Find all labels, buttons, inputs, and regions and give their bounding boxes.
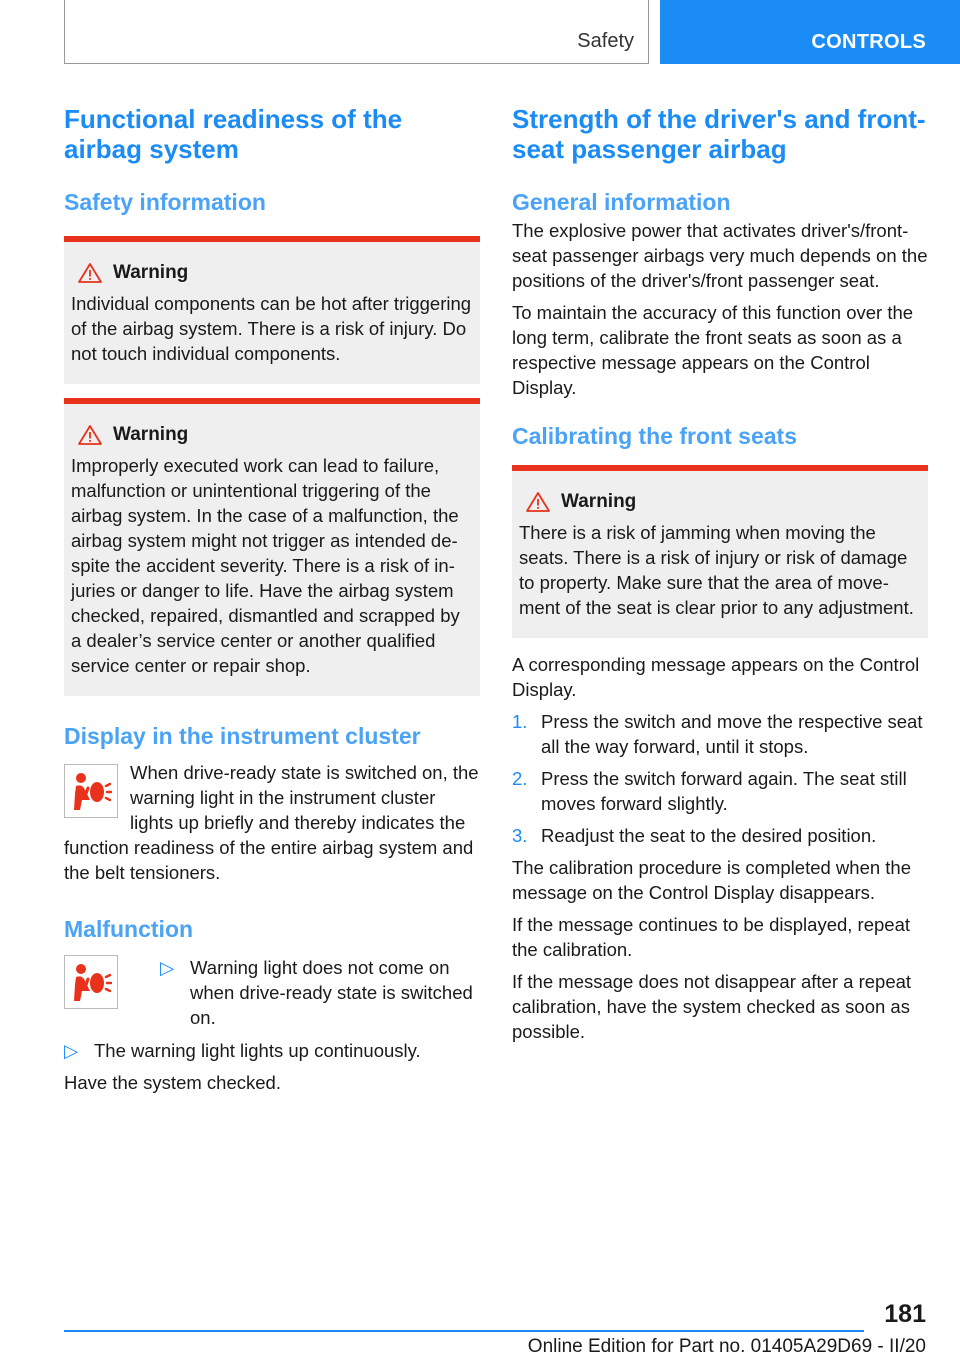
list-item: ▷ Warning light does not come on when drive-ready state is switched on. bbox=[160, 957, 473, 1028]
warning-triangle-icon bbox=[77, 262, 103, 284]
right-column bbox=[512, 104, 928, 1044]
step-number: 1. bbox=[512, 711, 528, 732]
triangle-bullet-icon: ▷ bbox=[64, 1040, 79, 1061]
warning-triangle-icon bbox=[525, 491, 551, 513]
warning-title: Warning bbox=[113, 262, 189, 283]
triangle-bullet-icon: ▷ bbox=[160, 957, 175, 978]
repeat-paragraph: If the message continues to be displayed, repeat the calibration. bbox=[512, 914, 911, 960]
header-section-tab bbox=[64, 0, 649, 64]
warning-text: There is a risk of jamming when moving the seats. There is a risk of injury or risk of damage to property. Make sure that the area of movement of the seat is clear prior to any adjustment. bbox=[519, 522, 914, 618]
warning-text: Improperly executed work can lead to failure, malfunction or unintentional triggering of the airbag system. In the case of a malfunction, the airbag system might not trigger as intended despite the accident severity. There is a risk of injuries or danger to life. Have the airbag system checked, repaired, dismantled and scrapped by a dealer’s service center or another qualified service center or repair shop. bbox=[71, 455, 460, 676]
warning-title: Warning bbox=[561, 491, 637, 512]
list-item bbox=[512, 709, 928, 759]
completed-paragraph: The calibration procedure is completed when the message on the Control Display disappears. bbox=[512, 857, 912, 903]
malfunction-action: Have the system checked. bbox=[64, 1072, 281, 1093]
right-page-title: Strength of the driver's and front-seat passenger airbag bbox=[512, 104, 926, 164]
calibrating-heading: Calibrating the front seats bbox=[512, 423, 797, 449]
general-paragraph-2: To maintain the accuracy of this function over the long term, calibrate the front seats as soon as a respective message appears on the Control Display. bbox=[512, 302, 914, 398]
footer-divider bbox=[64, 1330, 864, 1332]
header-chapter-tab bbox=[660, 0, 960, 64]
general-paragraph-1: The explosive power that activates driver's/front-seat passenger airbags very much depends on the positions of the driver's/front passenger seat. bbox=[512, 220, 928, 291]
step-text: Press the switch forward again. The seat still moves forward slightly. bbox=[541, 768, 907, 814]
step-text: Press the switch and move the respective seat all the way forward, until it stops. bbox=[541, 711, 923, 757]
warning-text: Individual components can be hot after triggering of the airbag system. There is a risk of injury. Do not touch individual components. bbox=[71, 293, 472, 364]
safety-info-heading: Safety information bbox=[64, 189, 266, 215]
header-chapter-title: CONTROLS bbox=[811, 31, 926, 53]
warning-box-improper-work bbox=[64, 398, 480, 696]
left-column bbox=[64, 104, 480, 1095]
page-number: 181 bbox=[884, 1300, 926, 1328]
malfunction-heading: Malfunction bbox=[64, 916, 194, 942]
list-item: ▷ The warning light lights up continuously. bbox=[64, 1040, 421, 1061]
general-info-heading: General information bbox=[512, 189, 731, 215]
step-number: 2. bbox=[512, 768, 528, 789]
step-text: Readjust the seat to the desired position. bbox=[541, 825, 877, 846]
display-heading: Display in the instrument cluster bbox=[64, 723, 421, 749]
edition-note: Online Edition for Part no. 01405A29D69 - II/20 bbox=[527, 1336, 926, 1357]
warning-title: Warning bbox=[113, 424, 189, 445]
left-page-title: Functional readiness of the airbag system bbox=[64, 104, 403, 164]
step-number: 3. bbox=[512, 825, 528, 846]
warning-triangle-icon bbox=[77, 424, 103, 446]
warning-box-hot-components bbox=[64, 236, 480, 384]
list-item bbox=[512, 766, 928, 816]
airbag-warning-light-icon bbox=[64, 955, 118, 1009]
checked-paragraph: If the message does not disappear after a repeat calibration, have the system checked as soon as possible. bbox=[512, 971, 912, 1042]
malfunction-block bbox=[64, 955, 480, 1030]
display-paragraph: When drive-ready state is switched on, the warning light in the instrument cluster lights up briefly and thereby indicates the function readiness of the entire airbag system and the belt tensioners. bbox=[64, 762, 479, 883]
warning-box-jamming bbox=[512, 465, 928, 638]
airbag-warning-light-icon bbox=[64, 764, 118, 818]
list-item bbox=[512, 823, 928, 848]
display-paragraph-block bbox=[64, 760, 480, 885]
header-section-title: Safety bbox=[577, 30, 634, 52]
message-paragraph: A corresponding message appears on the Control Display. bbox=[512, 654, 920, 700]
